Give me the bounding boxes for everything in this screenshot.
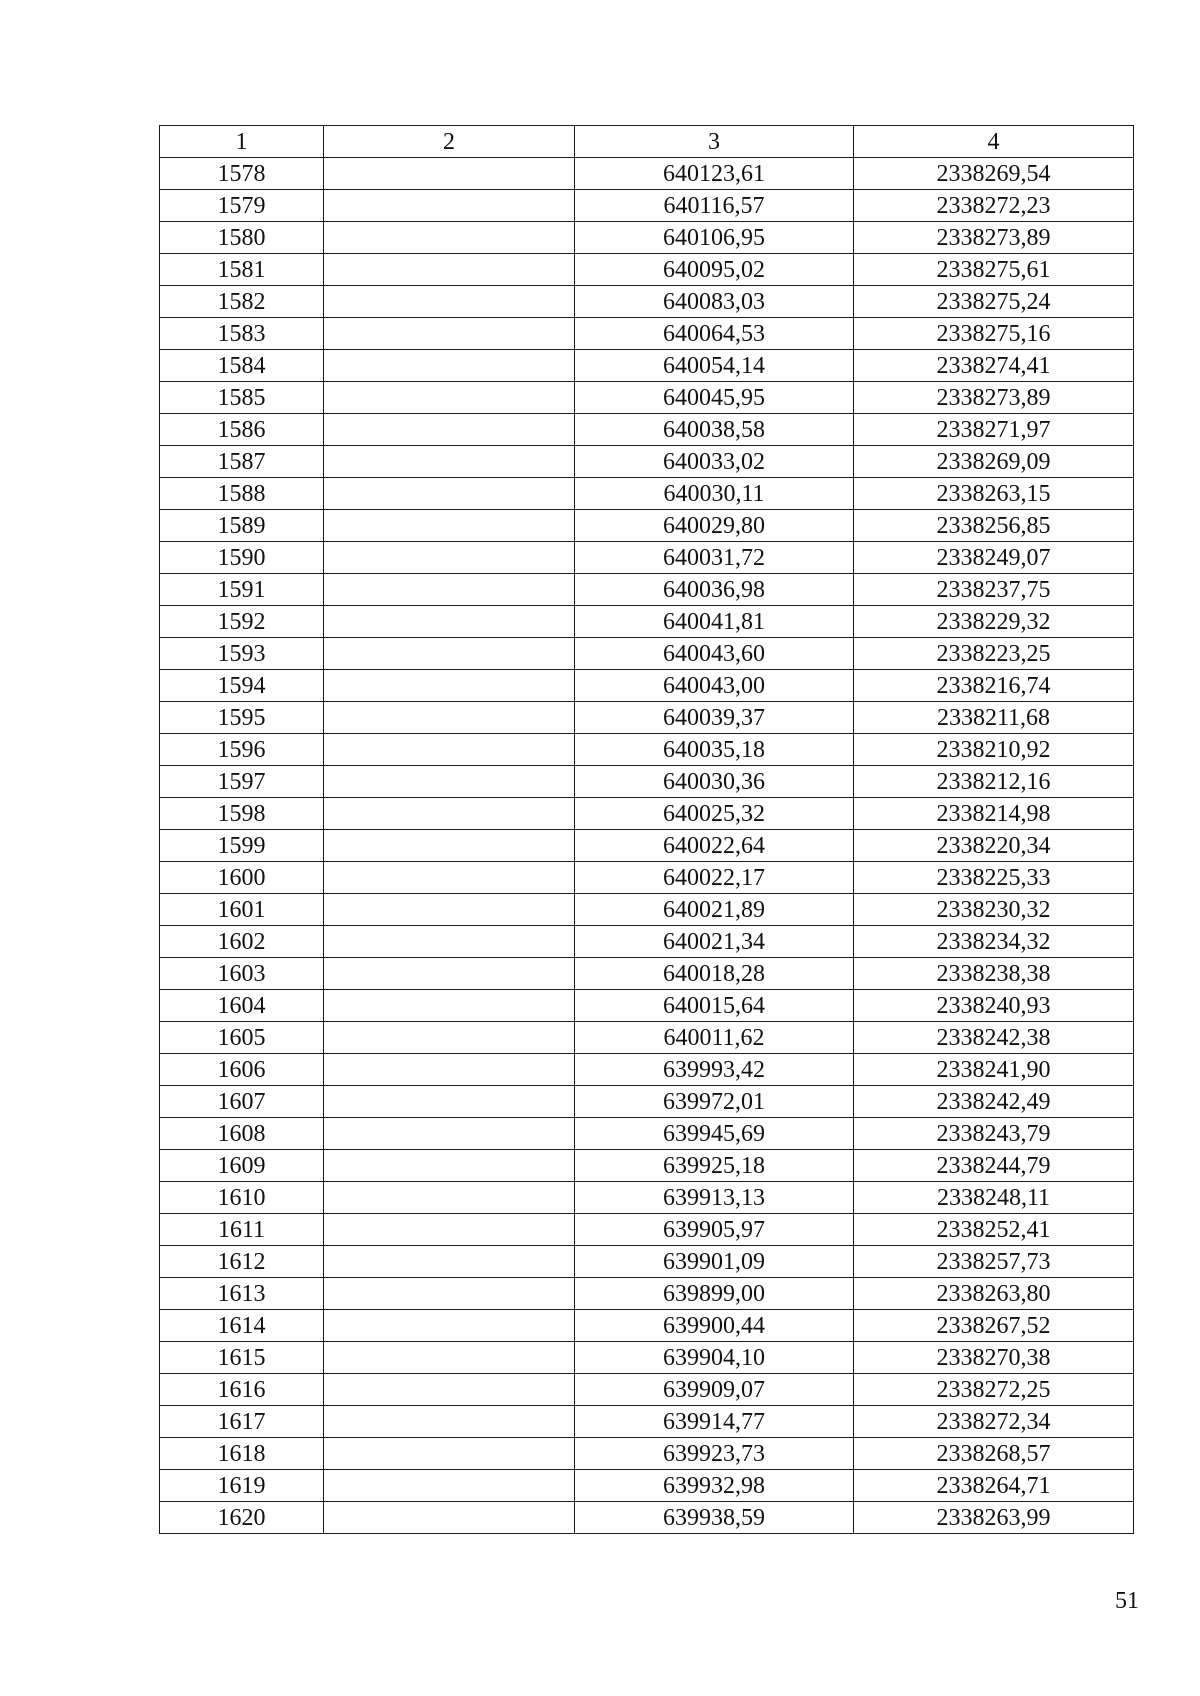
x-coordinate-cell: 639972,01 xyxy=(575,1086,854,1118)
table-row xyxy=(160,958,1134,990)
point-number-cell: 1608 xyxy=(160,1118,324,1150)
x-coordinate-cell: 640029,80 xyxy=(575,510,854,542)
table-row xyxy=(160,446,1134,478)
point-number-cell: 1579 xyxy=(160,190,324,222)
point-number-cell: 1601 xyxy=(160,894,324,926)
table-row xyxy=(160,542,1134,574)
y-coordinate-cell: 2338257,73 xyxy=(854,1246,1134,1278)
column-header-3: 3 xyxy=(575,126,854,158)
table-row xyxy=(160,382,1134,414)
column-2-cell xyxy=(324,446,575,478)
x-coordinate-cell: 639945,69 xyxy=(575,1118,854,1150)
point-number-cell: 1582 xyxy=(160,286,324,318)
table-row xyxy=(160,1022,1134,1054)
x-coordinate-cell: 640043,00 xyxy=(575,670,854,702)
coordinates-table xyxy=(159,125,1134,1534)
y-coordinate-cell: 2338211,68 xyxy=(854,702,1134,734)
table-row xyxy=(160,1246,1134,1278)
x-coordinate-cell: 640025,32 xyxy=(575,798,854,830)
table-row xyxy=(160,1278,1134,1310)
x-coordinate-cell: 640054,14 xyxy=(575,350,854,382)
y-coordinate-cell: 2338249,07 xyxy=(854,542,1134,574)
y-coordinate-cell: 2338272,23 xyxy=(854,190,1134,222)
x-coordinate-cell: 639913,13 xyxy=(575,1182,854,1214)
x-coordinate-cell: 639993,42 xyxy=(575,1054,854,1086)
x-coordinate-cell: 640022,64 xyxy=(575,830,854,862)
y-coordinate-cell: 2338212,16 xyxy=(854,766,1134,798)
point-number-cell: 1605 xyxy=(160,1022,324,1054)
table-row xyxy=(160,798,1134,830)
x-coordinate-cell: 640106,95 xyxy=(575,222,854,254)
table-row xyxy=(160,1374,1134,1406)
column-2-cell xyxy=(324,158,575,190)
table-row xyxy=(160,1310,1134,1342)
point-number-cell: 1585 xyxy=(160,382,324,414)
point-number-cell: 1589 xyxy=(160,510,324,542)
y-coordinate-cell: 2338272,25 xyxy=(854,1374,1134,1406)
column-2-cell xyxy=(324,1502,575,1534)
x-coordinate-cell: 640045,95 xyxy=(575,382,854,414)
column-2-cell xyxy=(324,670,575,702)
table-row xyxy=(160,670,1134,702)
point-number-cell: 1594 xyxy=(160,670,324,702)
table-row xyxy=(160,990,1134,1022)
column-2-cell xyxy=(324,1246,575,1278)
x-coordinate-cell: 640116,57 xyxy=(575,190,854,222)
table-row xyxy=(160,350,1134,382)
x-coordinate-cell: 640064,53 xyxy=(575,318,854,350)
table-row xyxy=(160,1214,1134,1246)
point-number-cell: 1590 xyxy=(160,542,324,574)
x-coordinate-cell: 639901,09 xyxy=(575,1246,854,1278)
y-coordinate-cell: 2338274,41 xyxy=(854,350,1134,382)
point-number-cell: 1616 xyxy=(160,1374,324,1406)
y-coordinate-cell: 2338238,38 xyxy=(854,958,1134,990)
y-coordinate-cell: 2338273,89 xyxy=(854,222,1134,254)
x-coordinate-cell: 640018,28 xyxy=(575,958,854,990)
y-coordinate-cell: 2338216,74 xyxy=(854,670,1134,702)
table-row xyxy=(160,926,1134,958)
column-2-cell xyxy=(324,798,575,830)
x-coordinate-cell: 639900,44 xyxy=(575,1310,854,1342)
x-coordinate-cell: 640021,34 xyxy=(575,926,854,958)
x-coordinate-cell: 640015,64 xyxy=(575,990,854,1022)
column-2-cell xyxy=(324,382,575,414)
table-row xyxy=(160,1118,1134,1150)
y-coordinate-cell: 2338230,32 xyxy=(854,894,1134,926)
page-number: 51 xyxy=(1115,1588,1139,1614)
column-2-cell xyxy=(324,862,575,894)
y-coordinate-cell: 2338243,79 xyxy=(854,1118,1134,1150)
point-number-cell: 1587 xyxy=(160,446,324,478)
table-row xyxy=(160,222,1134,254)
table-row xyxy=(160,318,1134,350)
x-coordinate-cell: 640035,18 xyxy=(575,734,854,766)
x-coordinate-cell: 639938,59 xyxy=(575,1502,854,1534)
y-coordinate-cell: 2338263,15 xyxy=(854,478,1134,510)
point-number-cell: 1602 xyxy=(160,926,324,958)
column-header-4: 4 xyxy=(854,126,1134,158)
point-number-cell: 1619 xyxy=(160,1470,324,1502)
y-coordinate-cell: 2338225,33 xyxy=(854,862,1134,894)
point-number-cell: 1578 xyxy=(160,158,324,190)
table-row xyxy=(160,638,1134,670)
point-number-cell: 1614 xyxy=(160,1310,324,1342)
column-2-cell xyxy=(324,286,575,318)
x-coordinate-cell: 640033,02 xyxy=(575,446,854,478)
point-number-cell: 1617 xyxy=(160,1406,324,1438)
column-2-cell xyxy=(324,1470,575,1502)
y-coordinate-cell: 2338240,93 xyxy=(854,990,1134,1022)
table-row xyxy=(160,830,1134,862)
column-2-cell xyxy=(324,222,575,254)
point-number-cell: 1583 xyxy=(160,318,324,350)
point-number-cell: 1603 xyxy=(160,958,324,990)
table-row xyxy=(160,606,1134,638)
x-coordinate-cell: 640022,17 xyxy=(575,862,854,894)
column-2-cell xyxy=(324,1310,575,1342)
table-row xyxy=(160,1086,1134,1118)
point-number-cell: 1606 xyxy=(160,1054,324,1086)
column-2-cell xyxy=(324,1118,575,1150)
y-coordinate-cell: 2338234,32 xyxy=(854,926,1134,958)
column-2-cell xyxy=(324,1214,575,1246)
column-2-cell xyxy=(324,638,575,670)
column-2-cell xyxy=(324,1278,575,1310)
y-coordinate-cell: 2338237,75 xyxy=(854,574,1134,606)
y-coordinate-cell: 2338256,85 xyxy=(854,510,1134,542)
column-2-cell xyxy=(324,734,575,766)
x-coordinate-cell: 640039,37 xyxy=(575,702,854,734)
x-coordinate-cell: 639899,00 xyxy=(575,1278,854,1310)
x-coordinate-cell: 640031,72 xyxy=(575,542,854,574)
y-coordinate-cell: 2338269,54 xyxy=(854,158,1134,190)
point-number-cell: 1599 xyxy=(160,830,324,862)
x-coordinate-cell: 640021,89 xyxy=(575,894,854,926)
table-row xyxy=(160,1342,1134,1374)
x-coordinate-cell: 639904,10 xyxy=(575,1342,854,1374)
column-2-cell xyxy=(324,894,575,926)
x-coordinate-cell: 639925,18 xyxy=(575,1150,854,1182)
point-number-cell: 1610 xyxy=(160,1182,324,1214)
table-row xyxy=(160,702,1134,734)
column-2-cell xyxy=(324,1406,575,1438)
point-number-cell: 1618 xyxy=(160,1438,324,1470)
y-coordinate-cell: 2338244,79 xyxy=(854,1150,1134,1182)
y-coordinate-cell: 2338252,41 xyxy=(854,1214,1134,1246)
column-2-cell xyxy=(324,318,575,350)
x-coordinate-cell: 639932,98 xyxy=(575,1470,854,1502)
point-number-cell: 1600 xyxy=(160,862,324,894)
column-2-cell xyxy=(324,1150,575,1182)
x-coordinate-cell: 640041,81 xyxy=(575,606,854,638)
x-coordinate-cell: 640030,11 xyxy=(575,478,854,510)
table-row xyxy=(160,1150,1134,1182)
y-coordinate-cell: 2338271,97 xyxy=(854,414,1134,446)
column-2-cell xyxy=(324,1022,575,1054)
y-coordinate-cell: 2338264,71 xyxy=(854,1470,1134,1502)
point-number-cell: 1598 xyxy=(160,798,324,830)
column-header-1: 1 xyxy=(160,126,324,158)
table-row xyxy=(160,1182,1134,1214)
table-row xyxy=(160,1470,1134,1502)
y-coordinate-cell: 2338275,61 xyxy=(854,254,1134,286)
column-2-cell xyxy=(324,478,575,510)
x-coordinate-cell: 640011,62 xyxy=(575,1022,854,1054)
column-2-cell xyxy=(324,1374,575,1406)
table-row xyxy=(160,1438,1134,1470)
table-row xyxy=(160,478,1134,510)
point-number-cell: 1615 xyxy=(160,1342,324,1374)
table-row xyxy=(160,190,1134,222)
table-body xyxy=(160,158,1134,1534)
point-number-cell: 1597 xyxy=(160,766,324,798)
table-row xyxy=(160,734,1134,766)
y-coordinate-cell: 2338272,34 xyxy=(854,1406,1134,1438)
point-number-cell: 1595 xyxy=(160,702,324,734)
table-row xyxy=(160,862,1134,894)
point-number-cell: 1580 xyxy=(160,222,324,254)
column-2-cell xyxy=(324,766,575,798)
table-row xyxy=(160,414,1134,446)
point-number-cell: 1591 xyxy=(160,574,324,606)
column-2-cell xyxy=(324,1086,575,1118)
column-2-cell xyxy=(324,510,575,542)
table-row xyxy=(160,1406,1134,1438)
y-coordinate-cell: 2338275,16 xyxy=(854,318,1134,350)
column-2-cell xyxy=(324,254,575,286)
y-coordinate-cell: 2338220,34 xyxy=(854,830,1134,862)
point-number-cell: 1607 xyxy=(160,1086,324,1118)
x-coordinate-cell: 639914,77 xyxy=(575,1406,854,1438)
table-row xyxy=(160,158,1134,190)
column-2-cell xyxy=(324,1342,575,1374)
table-row xyxy=(160,1502,1134,1534)
y-coordinate-cell: 2338210,92 xyxy=(854,734,1134,766)
point-number-cell: 1586 xyxy=(160,414,324,446)
y-coordinate-cell: 2338223,25 xyxy=(854,638,1134,670)
y-coordinate-cell: 2338248,11 xyxy=(854,1182,1134,1214)
y-coordinate-cell: 2338263,99 xyxy=(854,1502,1134,1534)
column-2-cell xyxy=(324,606,575,638)
column-2-cell xyxy=(324,1182,575,1214)
y-coordinate-cell: 2338270,38 xyxy=(854,1342,1134,1374)
x-coordinate-cell: 639909,07 xyxy=(575,1374,854,1406)
column-2-cell xyxy=(324,542,575,574)
x-coordinate-cell: 640038,58 xyxy=(575,414,854,446)
table-row xyxy=(160,894,1134,926)
table-row xyxy=(160,254,1134,286)
point-number-cell: 1588 xyxy=(160,478,324,510)
y-coordinate-cell: 2338229,32 xyxy=(854,606,1134,638)
y-coordinate-cell: 2338273,89 xyxy=(854,382,1134,414)
column-2-cell xyxy=(324,350,575,382)
x-coordinate-cell: 639905,97 xyxy=(575,1214,854,1246)
column-2-cell xyxy=(324,414,575,446)
column-2-cell xyxy=(324,190,575,222)
y-coordinate-cell: 2338263,80 xyxy=(854,1278,1134,1310)
x-coordinate-cell: 640030,36 xyxy=(575,766,854,798)
x-coordinate-cell: 640123,61 xyxy=(575,158,854,190)
column-header-2: 2 xyxy=(324,126,575,158)
table-row xyxy=(160,286,1134,318)
point-number-cell: 1581 xyxy=(160,254,324,286)
point-number-cell: 1596 xyxy=(160,734,324,766)
point-number-cell: 1584 xyxy=(160,350,324,382)
column-2-cell xyxy=(324,574,575,606)
table-row xyxy=(160,574,1134,606)
y-coordinate-cell: 2338214,98 xyxy=(854,798,1134,830)
x-coordinate-cell: 640036,98 xyxy=(575,574,854,606)
point-number-cell: 1611 xyxy=(160,1214,324,1246)
point-number-cell: 1609 xyxy=(160,1150,324,1182)
y-coordinate-cell: 2338241,90 xyxy=(854,1054,1134,1086)
x-coordinate-cell: 640095,02 xyxy=(575,254,854,286)
table-row xyxy=(160,1054,1134,1086)
table-header-row xyxy=(160,126,1134,158)
point-number-cell: 1613 xyxy=(160,1278,324,1310)
column-2-cell xyxy=(324,926,575,958)
x-coordinate-cell: 640043,60 xyxy=(575,638,854,670)
y-coordinate-cell: 2338267,52 xyxy=(854,1310,1134,1342)
y-coordinate-cell: 2338268,57 xyxy=(854,1438,1134,1470)
y-coordinate-cell: 2338269,09 xyxy=(854,446,1134,478)
table-row xyxy=(160,510,1134,542)
point-number-cell: 1620 xyxy=(160,1502,324,1534)
point-number-cell: 1593 xyxy=(160,638,324,670)
column-2-cell xyxy=(324,1438,575,1470)
column-2-cell xyxy=(324,830,575,862)
point-number-cell: 1592 xyxy=(160,606,324,638)
column-2-cell xyxy=(324,990,575,1022)
table-row xyxy=(160,766,1134,798)
y-coordinate-cell: 2338242,38 xyxy=(854,1022,1134,1054)
x-coordinate-cell: 640083,03 xyxy=(575,286,854,318)
column-2-cell xyxy=(324,702,575,734)
point-number-cell: 1604 xyxy=(160,990,324,1022)
x-coordinate-cell: 639923,73 xyxy=(575,1438,854,1470)
y-coordinate-cell: 2338242,49 xyxy=(854,1086,1134,1118)
y-coordinate-cell: 2338275,24 xyxy=(854,286,1134,318)
point-number-cell: 1612 xyxy=(160,1246,324,1278)
column-2-cell xyxy=(324,1054,575,1086)
column-2-cell xyxy=(324,958,575,990)
